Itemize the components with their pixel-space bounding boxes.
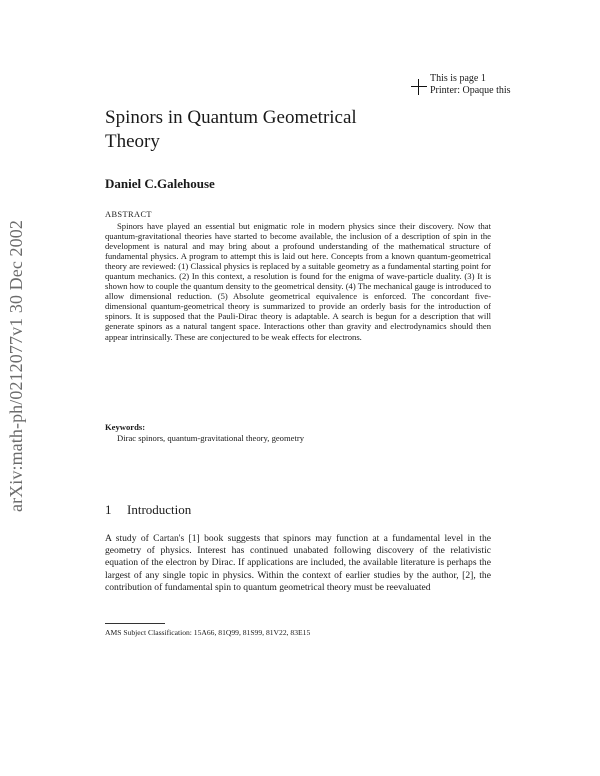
keywords-text: Dirac spinors, quantum-gravitational theory, geometry — [117, 433, 305, 443]
section-number: 1 — [105, 502, 112, 517]
arxiv-identifier-stamp: arXiv:math-ph/0212077v1 30 Dec 2002 — [6, 220, 26, 512]
section-heading — [105, 502, 191, 518]
paper-title: Spinors in Quantum Geometrical Theory — [105, 107, 357, 152]
printer-note: Printer: Opaque this — [430, 85, 511, 96]
introduction-paragraph: A study of Cartan's [1] book suggests that spinors may function at a fundamental level in the geometry of physics. Interest has continued unabated following discovery of the relativistic equation of the electron by Dirac. If applications are included, the available literature is perhaps the largest of any single topic in physics. Within the context of earlier studies by the author, [2], the contribution of fundamental spin to quantum geometrical theory must be reevaluated — [105, 533, 491, 593]
footnote-rule — [105, 623, 165, 624]
ams-classification-footnote: AMS Subject Classification: 15A66, 81Q99, 81S99, 81V22, 83E15 — [105, 628, 311, 637]
crosshair-icon — [411, 79, 427, 95]
author-name: Daniel C.Galehouse — [105, 176, 215, 191]
abstract-heading: ABSTRACT — [105, 210, 152, 219]
page-number-note: This is page 1 — [430, 73, 486, 84]
abstract-text: Spinors have played an essential but enigmatic role in modern physics since their discovery. Now that quantum-gravitational theories have started to become available, the inclusion of a description of spin in the development is natural and may bring about a profound understanding of the mathematical structure of fundamental physics. A program to attempt this is laid out here. Concepts from a known quantum-geometrical theory are reviewed: (1) Classical physics is replaced by a suitable geometry as a fundamental starting point for quantum mechanics. (2) In this context, a resolution is found for the enigma of wave-particle duality. (3) It is shown how to couple the quantum density to the geometrical density. (4) The mechanical gauge is introduced to allow dimensional reduction. (5) Absolute geometrical equivalence is enforced. The concordant five-dimensional quantum-geometrical theory is summarized to provide an orderly basis for the introduction of spinors. It is supposed that the Pauli-Dirac theory is adaptable. A search is begun for a description that will generate spinors as a natural tangent space. Interactions other than gravity and electrodynamics should then appear intrinsically. These are conjectured to be weak effects for electrons. — [105, 221, 491, 342]
keywords-heading: Keywords: — [105, 422, 146, 432]
section-title: Introduction — [127, 502, 192, 517]
